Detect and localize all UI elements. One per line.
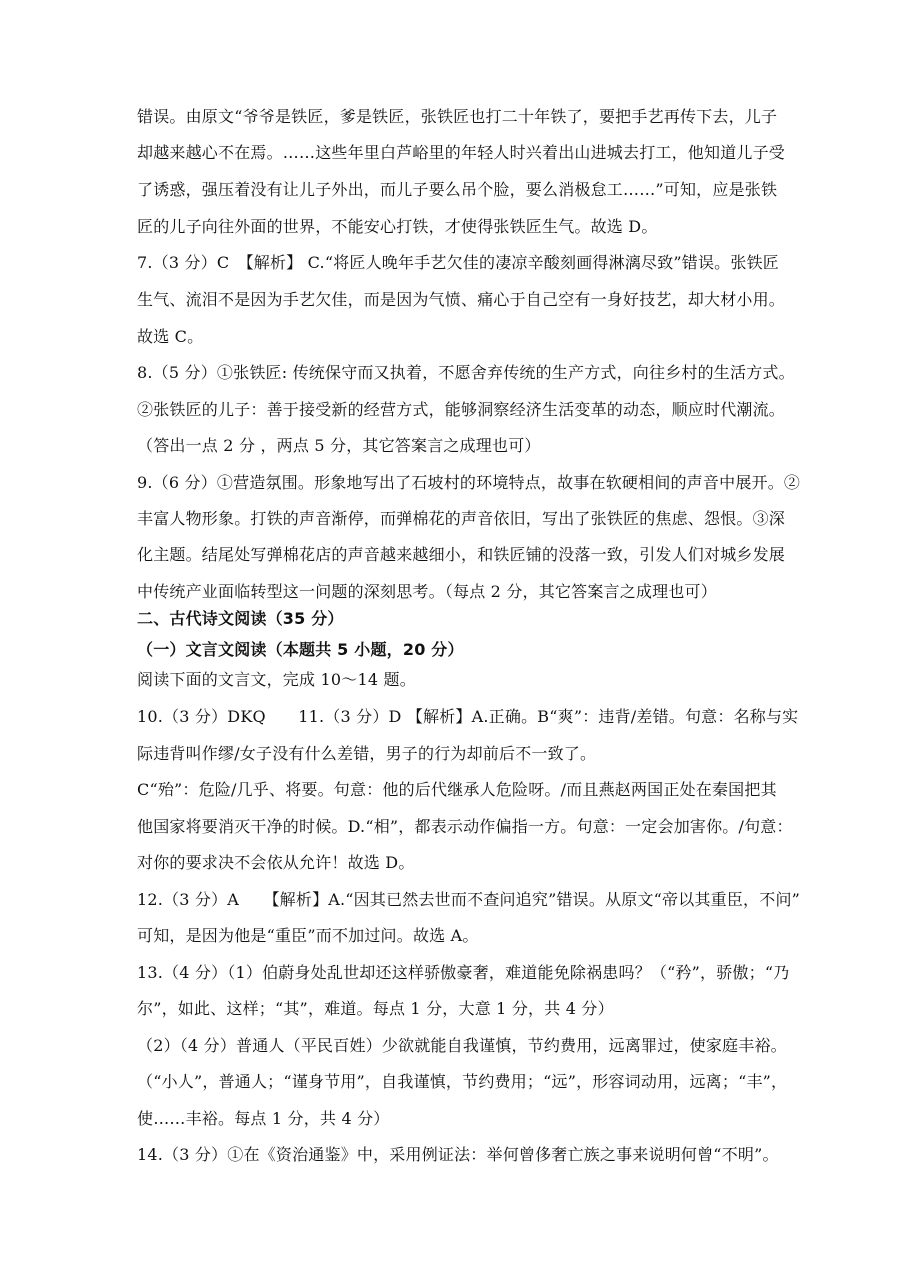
text-line: 错误。由原文“爷爷是铁匠，爹是铁匠，张铁匠也打二十年铁了，要把手艺再传下去，儿子 (137, 107, 778, 126)
text-line: 丰富人物形象。打铁的声音渐停，而弹棉花的声音依旧，写出了张铁匠的焦虑、怨恨。③深 (137, 509, 786, 528)
text-line: 化主题。结尾处写弹棉花店的声音越来越细小，和铁匠铺的没落一致，引发人们对城乡发展 (137, 545, 786, 564)
text-line: 他国家将要消灭干净的时候。D.“相”，都表示动作偏指一方。句意：一定会加害你。/句意： (137, 817, 793, 836)
text-line: 了诱惑，强压着没有让儿子外出，而儿子要么吊个脸，要么消极怠工……”可知，应是张铁 (137, 180, 778, 199)
text-line: 对你的要求决不会依从允许！故选 D。 (137, 853, 415, 872)
text-line: 际违背叫作缪/女子没有什么差错，男子的行为却前后不一致了。 (137, 744, 597, 763)
text-line: （2）（4 分）普通人（平民百姓）少欲就能自我谨慎，节约费用，远离罪过，使家庭丰裕。 (137, 1036, 787, 1055)
text-line: 中传统产业面临转型这一问题的深刻思考。（每点 2 分，其它答案言之成理也可） (137, 582, 717, 601)
answer-10-11: 10.（3 分）DKQ 11.（3 分）D 【解析】A.正确。B“爽”：违背/差错。句意：名称与实 (137, 707, 799, 726)
text-line: 使……丰裕。每点 1 分，共 4 分） (137, 1109, 390, 1128)
text-line: ②张铁匠的儿子：善于接受新的经营方式，能够洞察经济生活变革的动态，顺应时代潮流。 (137, 400, 786, 419)
text-line: 可知，是因为他是“重臣”而不加过问。故选 A。 (137, 926, 479, 945)
text-line: 尔”，如此、这样；“其”，难道。每点 1 分，大意 1 分，共 4 分） (137, 999, 614, 1018)
text-line: 却越来越心不在焉。……这些年里白芦峪里的年轻人时兴着出山进城去打工，他知道儿子受 (137, 143, 786, 162)
text-line: C“殆”：危险/几乎、将要。句意：他的后代继承人危险呀。/而且燕赵两国正处在秦国把其 (137, 780, 777, 799)
instruction-line: 阅读下面的文言文，完成 10～14 题。 (137, 670, 416, 689)
answer-12: 12.（3 分）A 【解析】A.“因其已然去世而不查问追究”错误。从原文“帝以其重臣，不问” (137, 890, 801, 909)
answer-8: 8.（5 分）①张铁匠: 传统保守而又执着，不愿舍弃传统的生产方式，向往乡村的生活方式。 (137, 363, 795, 382)
text-line: 匠的儿子向往外面的世界，不能安心打铁，才使得张铁匠生气。故选 D。 (137, 217, 658, 236)
answer-14: 14.（3 分）①在《资治通鉴》中，采用例证法：举何曾侈奢亡族之事来说明何曾“不明”。 (137, 1145, 779, 1164)
answer-9: 9.（6 分）①营造氛围。形象地写出了石坡村的环境特点，故事在软硬相间的声音中展开。② (137, 473, 801, 492)
answer-13: 13.（4 分）（1）伯蔚身处乱世却还这样骄傲豪奢，难道能免除祸患吗？（“矜”，骄傲；“乃 (137, 963, 790, 982)
text-line: （“小人”，普通人；“谨身节用”，自我谨慎，节约费用；“远”，形容词动用，远离；“丰”， (137, 1072, 788, 1091)
text-line: 生气、流泪不是因为手艺欠佳，而是因为气愤、痛心于自己空有一身好技艺，却大材小用。 (137, 290, 786, 309)
section-heading: 二、古代诗文阅读（35 分） (137, 609, 344, 628)
text-line: 故选 C。 (137, 327, 204, 346)
answer-7: 7.（3 分）C 【解析】 C.“将匠人晚年手艺欠佳的凄凉辛酸刻画得淋漓尽致”错误。张铁匠 (137, 253, 779, 272)
subsection-heading: （一）文言文阅读（本题共 5 小题，20 分） (137, 640, 464, 659)
text-line: （答出一点 2 分 ，两点 5 分，其它答案言之成理也可） (137, 436, 541, 455)
